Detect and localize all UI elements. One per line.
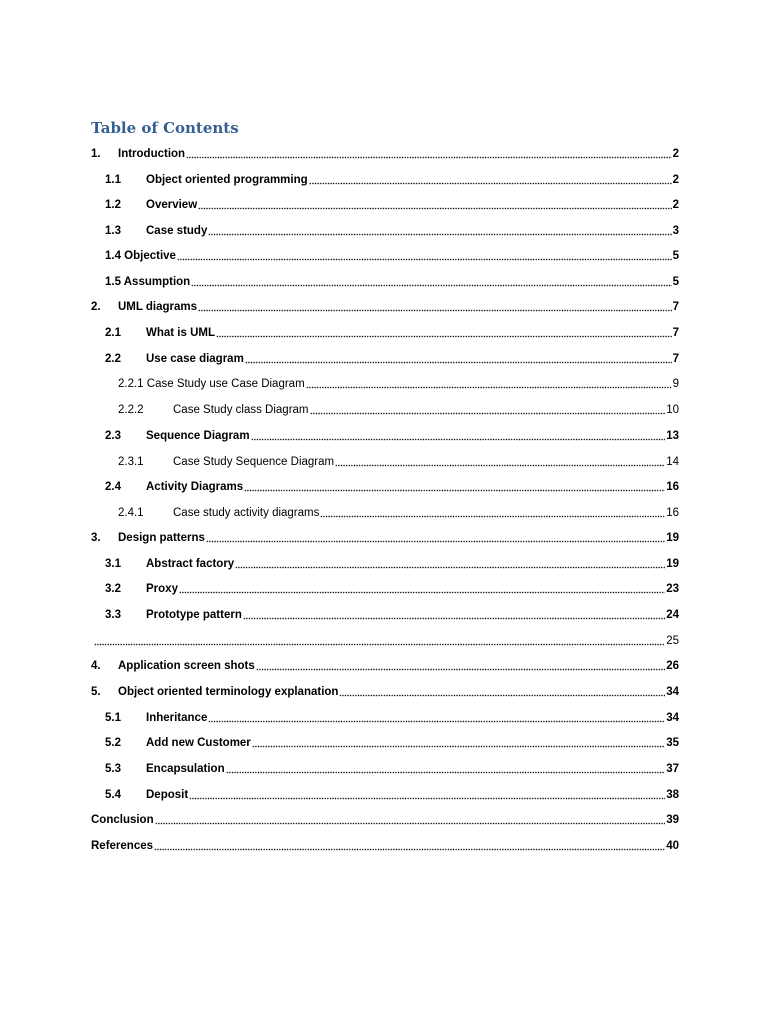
dot-leader [186, 150, 672, 159]
toc-entry-page-number: 16 [666, 481, 679, 493]
toc-entry-label: References [91, 840, 154, 852]
toc-entry-label: Application screen shots [118, 660, 255, 672]
toc-entry[interactable] [105, 273, 679, 289]
toc-entry-label: Object oriented programming [146, 174, 308, 186]
toc-entry-number: 5. [91, 686, 101, 698]
dot-leader [244, 483, 665, 492]
toc-entry-number: 3.3 [105, 609, 121, 621]
toc-entry-number: 4. [91, 660, 101, 672]
toc-entry-number: 2.2 [105, 353, 121, 365]
toc-entry-label: Deposit [146, 789, 189, 801]
toc-entry[interactable] [105, 171, 679, 187]
toc-entry[interactable] [105, 350, 679, 366]
toc-entry-page-number: 34 [666, 712, 679, 724]
toc-entry[interactable] [105, 606, 679, 622]
toc-entry[interactable] [91, 298, 679, 314]
dot-leader [335, 458, 665, 467]
toc-entry-label: Inheritance [146, 712, 208, 724]
dot-leader [245, 355, 672, 364]
toc-entry[interactable] [105, 709, 679, 725]
toc-entry-label: Case study [146, 225, 208, 237]
toc-entry[interactable] [91, 529, 679, 545]
toc-entry-page-number: 16 [666, 507, 679, 519]
toc-entry[interactable] [105, 580, 679, 596]
toc-entry[interactable] [91, 683, 679, 699]
toc-entry[interactable] [105, 734, 679, 750]
dot-leader [309, 176, 672, 185]
toc-entry-label: 2.2.1 Case Study use Case Diagram [118, 378, 305, 390]
dot-leader [256, 662, 665, 671]
toc-entry[interactable] [118, 401, 679, 417]
dot-leader [154, 842, 665, 851]
toc-entry[interactable] [105, 247, 679, 263]
toc-entry-page-number: 37 [666, 763, 679, 775]
toc-entry-page-number: 39 [666, 814, 679, 826]
toc-entry-page-number: 23 [666, 583, 679, 595]
toc-entry[interactable] [105, 196, 679, 212]
toc-entry[interactable] [105, 786, 679, 802]
dot-leader [189, 791, 665, 800]
toc-entry-label: Use case diagram [146, 353, 244, 365]
toc-entry-label: Conclusion [91, 814, 154, 826]
dot-leader [206, 534, 665, 543]
toc-entry-label: Overview [146, 199, 198, 211]
toc-entry-number: 5.3 [105, 763, 121, 775]
dot-leader [251, 432, 666, 441]
toc-entry[interactable] [118, 375, 679, 391]
toc-entry-label: 1.4 Objective [105, 250, 176, 262]
toc-entry-label: Sequence Diagram [146, 430, 250, 442]
toc-entry-number: 5.4 [105, 789, 121, 801]
dot-leader [179, 585, 665, 594]
toc-entry-label: Activity Diagrams [146, 481, 244, 493]
toc-entry-page-number: 2 [672, 199, 679, 211]
toc-entry-label: Introduction [118, 148, 186, 160]
toc-entry-page-number: 24 [666, 609, 679, 621]
dot-leader [155, 816, 666, 825]
dot-leader [177, 252, 672, 261]
toc-entry-label: Object oriented terminology explanation [118, 686, 339, 698]
dot-leader [208, 714, 665, 723]
dot-leader [310, 406, 666, 415]
toc-entry[interactable] [118, 453, 679, 469]
toc-entry-label: Proxy [146, 583, 178, 595]
toc-entry-number: 1.1 [105, 174, 121, 186]
toc-entry-page-number: 34 [666, 686, 679, 698]
toc-entry-label: Encapsulation [146, 763, 225, 775]
dot-leader [208, 227, 671, 236]
toc-entry[interactable] [93, 632, 679, 648]
toc-entry[interactable] [91, 811, 679, 827]
toc-entry-page-number: 7 [672, 301, 679, 313]
toc-entry-page-number: 5 [672, 276, 679, 288]
toc-entry-number: 3.2 [105, 583, 121, 595]
toc-entry-page-number: 40 [666, 840, 679, 852]
toc-entry-label: Case Study Sequence Diagram [173, 456, 335, 468]
toc-entry-number: 2.4 [105, 481, 121, 493]
toc-entry[interactable] [105, 760, 679, 776]
dot-leader [198, 201, 671, 210]
toc-entry-page-number: 38 [666, 789, 679, 801]
toc-entry-label: 1.5 Assumption [105, 276, 191, 288]
dot-leader [226, 765, 666, 774]
dot-leader [198, 303, 672, 312]
toc-title: Table of Contents [91, 119, 239, 137]
dot-leader [216, 329, 672, 338]
toc-entry[interactable] [105, 222, 679, 238]
dot-leader [243, 611, 665, 620]
toc-entry-page-number: 3 [672, 225, 679, 237]
toc-entry-number: 2. [91, 301, 101, 313]
toc-entry-number: 3.1 [105, 558, 121, 570]
toc-entry[interactable] [91, 145, 679, 161]
toc-entry-page-number: 9 [672, 378, 679, 390]
toc-entry-page-number: 19 [666, 532, 679, 544]
dot-leader [320, 509, 665, 518]
dot-leader [339, 688, 665, 697]
toc-entry-number: 1.2 [105, 199, 121, 211]
toc-entry[interactable] [105, 555, 679, 571]
toc-entry[interactable] [118, 504, 679, 520]
toc-entry-label: Add new Customer [146, 737, 251, 749]
toc-entry-page-number: 35 [666, 737, 679, 749]
toc-entry-page-number: 10 [666, 404, 679, 416]
dot-leader [191, 278, 671, 287]
toc-entry[interactable] [105, 427, 679, 443]
toc-entry-label: Abstract factory [146, 558, 235, 570]
dot-leader [235, 560, 665, 569]
toc-entry-label: Prototype pattern [146, 609, 242, 621]
toc-entry-page-number: 7 [672, 327, 679, 339]
toc-entry-number: 1.3 [105, 225, 121, 237]
toc-entry-page-number: 7 [672, 353, 679, 365]
toc-entry[interactable] [91, 657, 679, 673]
toc-entry-number: 5.2 [105, 737, 121, 749]
toc-entry-number: 2.2.2 [118, 404, 144, 416]
dot-leader [306, 380, 672, 389]
toc-entry-page-number: 5 [672, 250, 679, 262]
toc-entry-page-number: 25 [666, 635, 679, 647]
toc-entry-number: 2.1 [105, 327, 121, 339]
toc-entry-label: Design patterns [118, 532, 205, 544]
toc-entry-page-number: 14 [666, 456, 679, 468]
toc-entry-label: Case study activity diagrams [173, 507, 320, 519]
toc-entry-page-number: 2 [672, 148, 679, 160]
toc-entry-number: 2.4.1 [118, 507, 144, 519]
toc-entry-page-number: 13 [666, 430, 679, 442]
dot-leader [94, 637, 665, 646]
dot-leader [252, 739, 665, 748]
toc-entry-number: 3. [91, 532, 101, 544]
toc-entry[interactable] [91, 837, 679, 853]
toc-entry-page-number: 2 [672, 174, 679, 186]
toc-entry[interactable] [105, 478, 679, 494]
toc-entry-page-number: 26 [666, 660, 679, 672]
toc-entry-number: 5.1 [105, 712, 121, 724]
toc-entry-number: 2.3 [105, 430, 121, 442]
toc-entry-number: 1. [91, 148, 101, 160]
toc-entry-number: 2.3.1 [118, 456, 144, 468]
toc-entry[interactable] [105, 324, 679, 340]
toc-entry-label: UML diagrams [118, 301, 198, 313]
toc-entry-page-number: 19 [666, 558, 679, 570]
toc-entry-label: Case Study class Diagram [173, 404, 309, 416]
toc-entry-label: What is UML [146, 327, 215, 339]
